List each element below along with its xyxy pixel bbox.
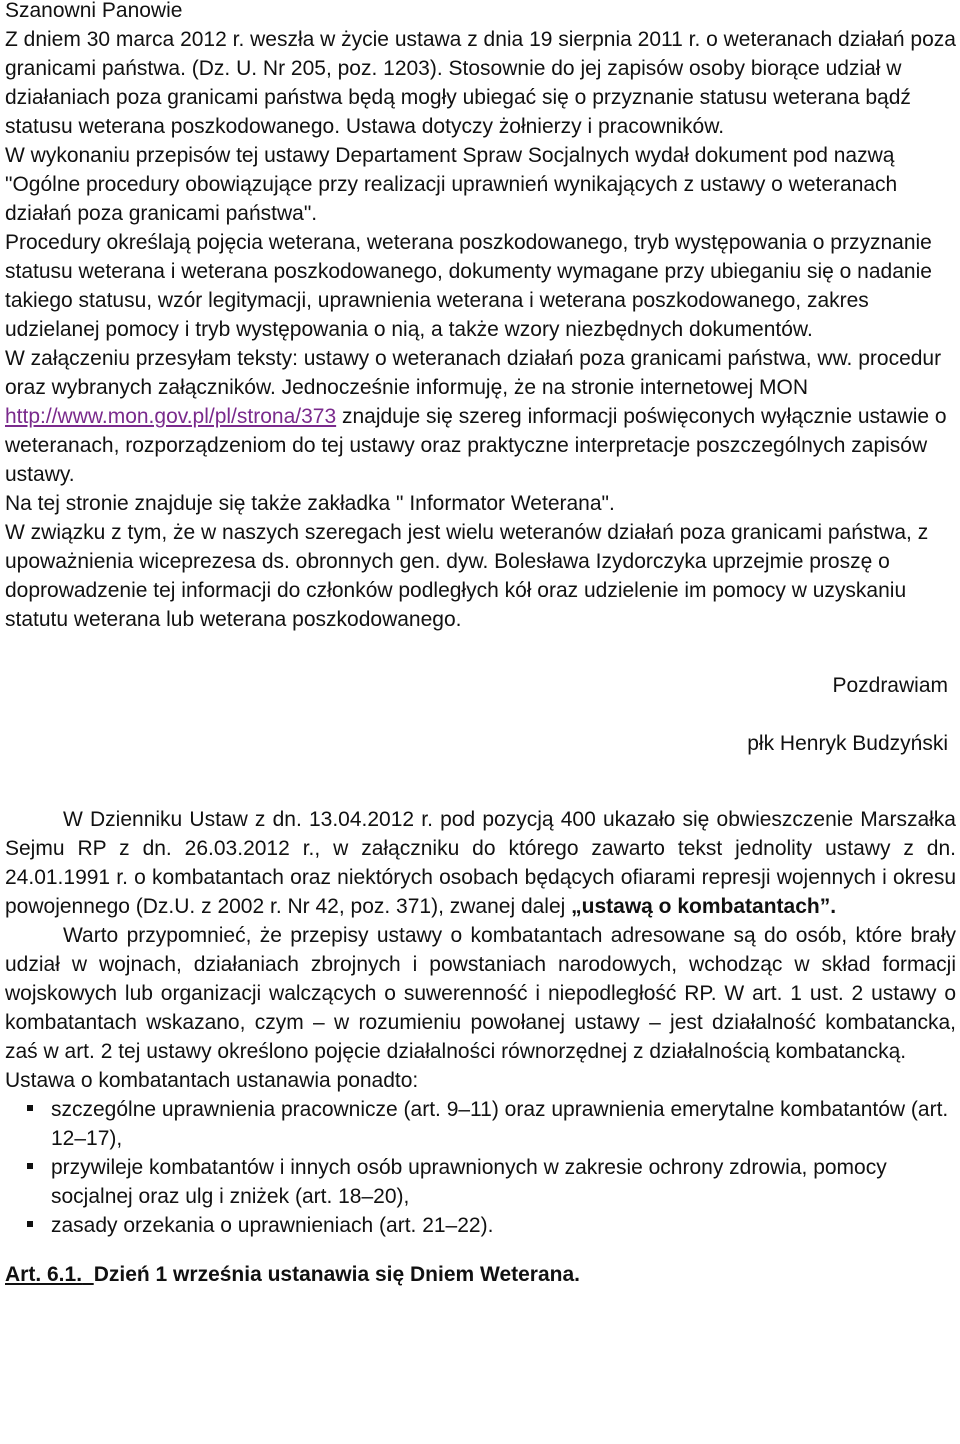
paragraph-procedures-scope: Procedury określają pojęcia weterana, weterana poszkodowanego, tryb występowania o przyznanie statusu weterana i weterana poszkodowanego, dokumenty wymagane przy ubieganiu się o nadanie takiego statusu, wzór legitymacji, uprawnienia weterana i weterana poszkodowanego, zakres udzielanej pomocy i tryb występowania o nią, a także wzory niezbędnych dokumentów. xyxy=(5,231,932,341)
attachments-text: W załączeniu przesyłam teksty: ustawy o weteranach działań poza granicami państwa, ww. procedur oraz wybranych załączników. Jednocześnie informuję, że na stronie internetowej MON xyxy=(5,347,942,399)
list-item: przywileje kombatantów i innych osób uprawnionych w zakresie ochrony zdrowia, pomocy socjalnej oraz ulg i zniżek (art. 18–20), xyxy=(5,1153,956,1211)
paragraph-law-intro: Z dniem 30 marca 2012 r. weszła w życie ustawa z dnia 19 sierpnia 2011 r. o weteranach działań poza granicami państwa. (Dz. U. Nr 205, poz. 1203). Stosownie do jej zapisów osoby biorące udział w działaniach poza granicami państwa będą mogły ubiegać się o przyznanie statusu weterana bądź statusu weterana poszkodowanego. Ustawa dotyczy żołnierzy i pracowników. xyxy=(5,28,956,138)
article-number: Art. 6.1. xyxy=(5,1263,83,1286)
journal-notice-bold: „ustawą o kombatantach”. xyxy=(571,895,837,918)
bullet-square-icon xyxy=(27,1105,33,1111)
attachments-text-cont: znajduje się szereg informacji poświęconych wyłącznie ustawie o weteranach, rozporządzeniom do tej ustawy oraz praktyczne interpretacje poszczególnych zapisów ustawy. xyxy=(5,405,947,486)
paragraph-request: W związku z tym, że w naszych szeregach jest wielu weteranów działań poza granicami państwa, z upoważnienia wiceprezesa ds. obronnych gen. dyw. Bolesława Izydorczyka uprzejmie proszę o doprowadzenie tej informacji do członków podległych kół oraz udzielenie im pomocy w uzyskaniu statutu weterana lub weterana poszkodowanego. xyxy=(5,521,929,631)
paragraph-attachments xyxy=(5,344,956,489)
paragraph-informator: Na tej stronie znajduje się także zakładka " Informator Weterana". xyxy=(5,492,615,515)
salutation: Szanowni Panowie xyxy=(5,0,183,22)
paragraph-journal-notice xyxy=(5,805,956,921)
combatants-rights-list xyxy=(5,1095,956,1240)
bullet-square-icon xyxy=(27,1163,33,1169)
paragraph-procedures-doc: W wykonaniu przepisów tej ustawy Departament Spraw Socjalnych wydał dokument pod nazwą "Ogólne procedury obowiązujące przy realizacji uprawnień wynikających z ustawy o weteranach działań poza granicami państwa". xyxy=(5,144,898,225)
paragraph-combatants-scope: Warto przypomnieć, że przepisy ustawy o kombatantach adresowane są do osób, które brały udział w wojnach, działaniach zbrojnych i powstaniach narodowych, wchodząc w skład formacji wojskowych lub organizacji walczących o suwerenność i niepodległość RP. W art. 1 ust. 2 ustawy o kombatantach wskazano, czym – w rozumieniu powołanej ustawy – jest działalność kombatancka, zaś w art. 2 tej ustawy określono pojęcie działalności równorzędnej z działalnością kombatancką. xyxy=(5,924,956,1063)
closing: Pozdrawiam xyxy=(832,674,948,697)
signature: płk Henryk Budzyński xyxy=(747,732,948,755)
list-item: szczególne uprawnienia pracownicze (art. 9–11) oraz uprawnienia emerytalne kombatantów (art. 12–17), xyxy=(5,1095,956,1153)
bullet-square-icon xyxy=(27,1221,33,1227)
journal-notice-text: W Dzienniku Ustaw z dn. 13.04.2012 r. pod pozycją 400 ukazało się obwieszczenie Marszałka Sejmu RP z dn. 26.03.2012 r., w załączniku do którego zawarto tekst jednolity ustawy z dn. 24.01.1991 r. o kombatantach oraz niektórych osobach będących ofiarami represji wojennych i okresu powojennego (Dz.U. z 2002 r. Nr 42, poz. 371), zwanej dalej xyxy=(5,808,956,918)
mon-website-link[interactable]: http://www.mon.gov.pl/pl/strona/373 xyxy=(5,405,337,428)
list-item: zasady orzekania o uprawnieniach (art. 21–22). xyxy=(5,1211,956,1240)
paragraph-combatants-list-intro: Ustawa o kombatantach ustanawia ponadto: xyxy=(5,1069,419,1092)
article-text: Dzień 1 września ustanawia się Dniem Weterana. xyxy=(93,1263,580,1286)
article-heading xyxy=(5,1260,956,1289)
